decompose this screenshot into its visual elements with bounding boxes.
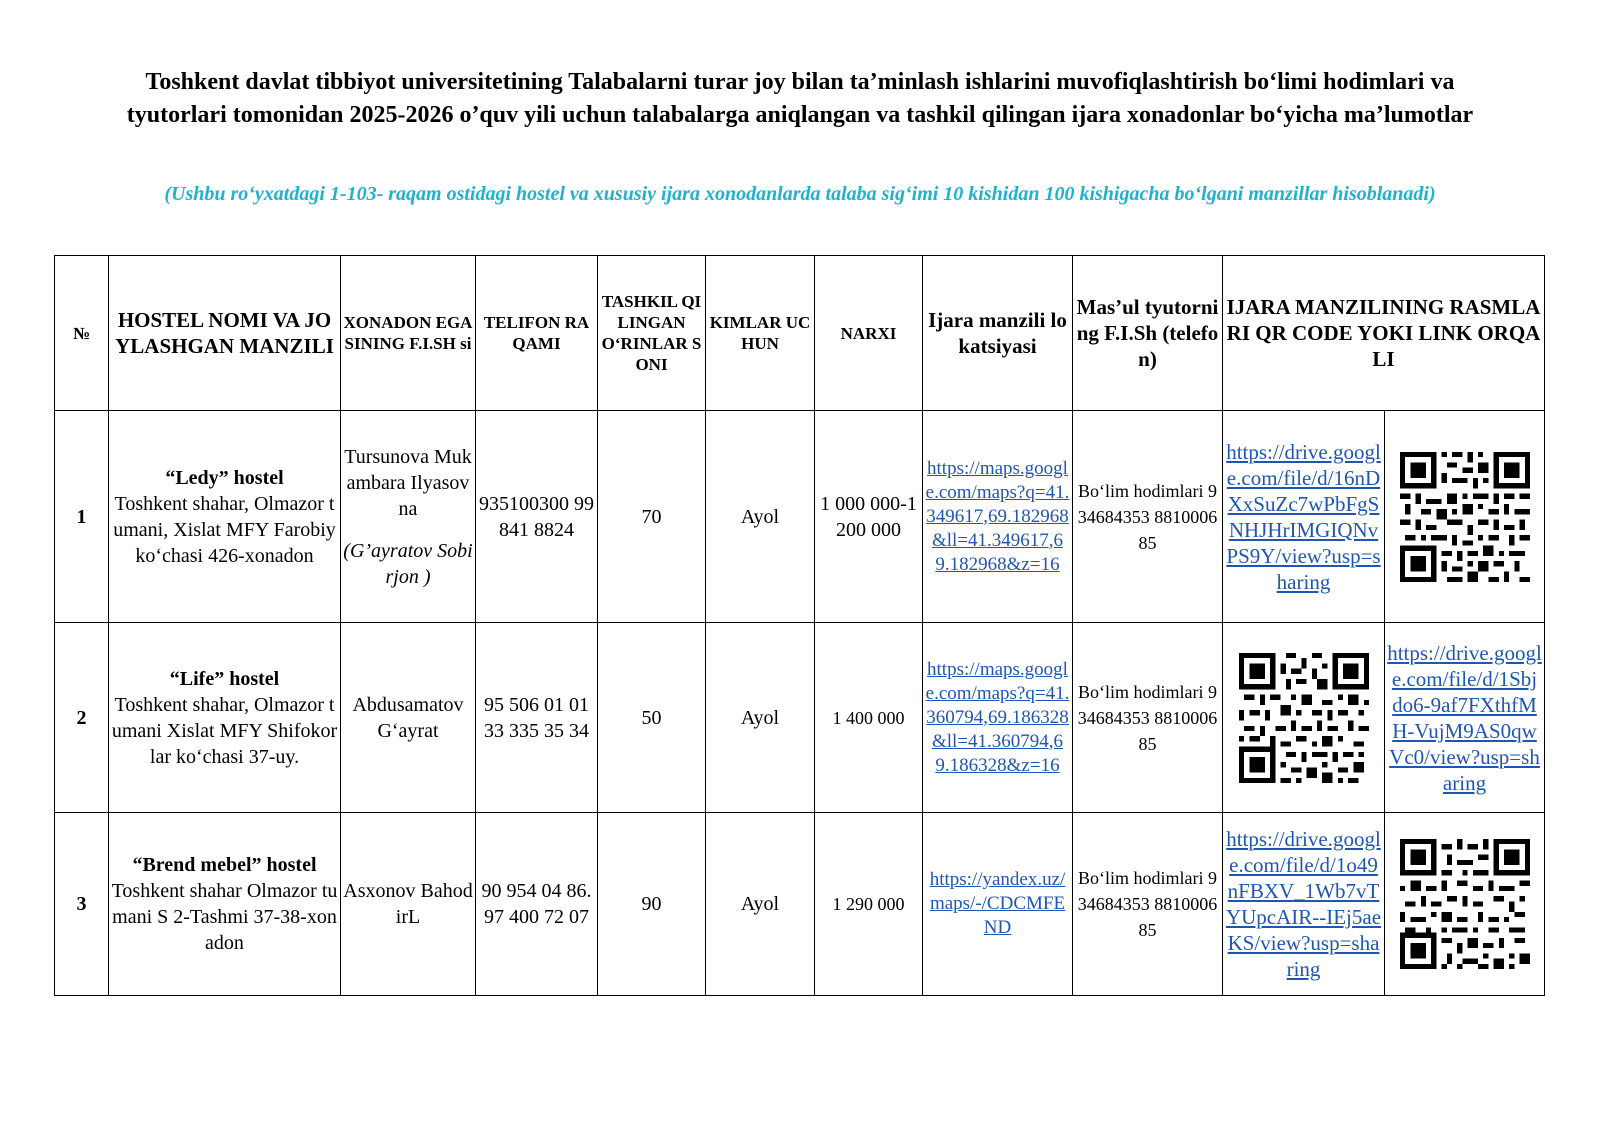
photo-link[interactable]: https://drive.google.com/file/d/16nDXxSuZc7wPbFgSNHJHrIMGIQNvPS9Y/view?usp=sharing <box>1226 439 1381 594</box>
photo-link-cell <box>1223 411 1385 623</box>
price: 1 000 000-1 200 000 <box>815 411 923 623</box>
price: 1 290 000 <box>815 813 923 996</box>
hostel-address: Toshkent shahar, Olmazor tumani, Xislat MFY Farobiy ko‘chasi 426-xonadon <box>113 492 336 567</box>
owner-name: Tursunova Mukambara Ilyasovna <box>344 445 472 520</box>
hostel-address: Toshkent shahar Olmazor tumani S 2-Tashmi 37-38-xonadon <box>111 880 338 954</box>
hostel-table <box>54 255 1545 996</box>
location-link[interactable]: https://yandex.uz/maps/-/CDCMFEND <box>929 869 1066 938</box>
tutor: Bo‘lim hodimlari 934684353 881000685 <box>1073 813 1223 996</box>
tutor: Bo‘lim hodimlari 934684353 881000685 <box>1073 411 1223 623</box>
tutor: Bo‘lim hodimlari 934684353 881000685 <box>1073 623 1223 813</box>
table-header-row <box>55 256 1545 411</box>
places: 70 <box>598 411 706 623</box>
location-link[interactable]: https://maps.google.com/maps?q=41.349617,69.182968&ll=41.349617,69.182968&z=16 <box>925 457 1070 575</box>
qr-cell <box>1385 813 1545 996</box>
hostel-name: “Life” hostel <box>169 667 280 690</box>
qr-cell <box>1223 623 1385 813</box>
document-title: Toshkent davlat tibbiyot universitetining Talabalarni turar joy bilan ta’minlash ishlarini muvofiqlashtirish bo‘limi hodimlari va tyutorlari tomonidan 2025-2026 o’quv yili uchun talabalarga aniqlangan va tashkil qilingan ijara xonadonlar bo‘yicha ma’lumotlar <box>126 69 1474 128</box>
qr-code-icon <box>1400 452 1530 582</box>
location-link[interactable]: https://maps.google.com/maps?q=41.360794,69.186328&ll=41.360794,69.186328&z=16 <box>925 658 1070 776</box>
for-whom: Ayol <box>706 411 815 623</box>
row-number: 2 <box>55 623 109 813</box>
header-photos: IJARA MANZILINING RASMLARI QR CODE YOKI LINK ORQALI <box>1223 256 1545 411</box>
hostel-address: Toshkent shahar, Olmazor tumani Xislat MFY Shifokorlar ko‘chasi 37-uy. <box>111 693 338 768</box>
header-owner: XONADON EGASINING F.I.SH si <box>341 256 476 411</box>
hostel-cell <box>109 813 341 996</box>
places: 50 <box>598 623 706 813</box>
for-whom: Ayol <box>706 623 815 813</box>
row-number: 3 <box>55 813 109 996</box>
qr-code-icon <box>1239 653 1369 783</box>
location-cell <box>923 411 1073 623</box>
photo-link-cell <box>1385 623 1545 813</box>
table-row <box>55 623 1545 813</box>
header-hostel: HOSTEL NOMI VA JOYLASHGAN MANZILI <box>109 256 341 411</box>
header-places: TASHKIL QILINGAN O‘RINLAR SONI <box>598 256 706 411</box>
phone: 935100300 99 841 8824 <box>476 411 598 623</box>
owner-name: Abdusamatov G‘ayrat <box>341 623 476 813</box>
header-tutor: Mas’ul tyutorning F.I.Sh (telefon) <box>1073 256 1223 411</box>
header-phone: TELIFON RAQAMI <box>476 256 598 411</box>
qr-code-icon <box>1400 839 1530 969</box>
hostel-name: “Brend mebel” hostel <box>132 854 317 876</box>
places: 90 <box>598 813 706 996</box>
header-for-whom: KIMLAR UCHUN <box>706 256 815 411</box>
table-row <box>55 411 1545 623</box>
for-whom: Ayol <box>706 813 815 996</box>
header-num: № <box>55 256 109 411</box>
table-row <box>55 813 1545 996</box>
header-location: Ijara manzili lokatsiyasi <box>923 256 1073 411</box>
document-subtitle: (Ushbu ro‘yxatdagi 1-103- raqam ostidagi hostel va xususiy ijara xonodanlarda talaba sig‘imi 10 kishidan 100 kishigacha bo‘lgani manzillar hisoblanadi) <box>164 183 1436 205</box>
location-cell <box>923 623 1073 813</box>
photo-link[interactable]: https://drive.google.com/file/d/1o49nFBXV_1Wb7vTYUpcAIR--IEj5aeKS/view?usp=sharing <box>1225 827 1382 981</box>
header-price: NARXI <box>815 256 923 411</box>
location-cell <box>923 813 1073 996</box>
owner-name: Asxonov BahodirL <box>341 813 476 996</box>
hostel-name: “Ledy” hostel <box>165 466 284 489</box>
hostel-cell <box>109 623 341 813</box>
photo-link-cell <box>1223 813 1385 996</box>
phone: 95 506 01 01 33 335 35 34 <box>476 623 598 813</box>
owner-cell <box>341 411 476 623</box>
price: 1 400 000 <box>815 623 923 813</box>
row-number: 1 <box>55 411 109 623</box>
owner-note: (G’ayratov Sobirjon ) <box>343 539 473 588</box>
hostel-cell <box>109 411 341 623</box>
qr-cell <box>1385 411 1545 623</box>
photo-link[interactable]: https://drive.google.com/file/d/1Sbjdo6-9af7FXthfMH-VujM9AS0qwVc0/view?usp=sharing <box>1387 640 1542 795</box>
phone: 90 954 04 86. 97 400 72 07 <box>476 813 598 996</box>
